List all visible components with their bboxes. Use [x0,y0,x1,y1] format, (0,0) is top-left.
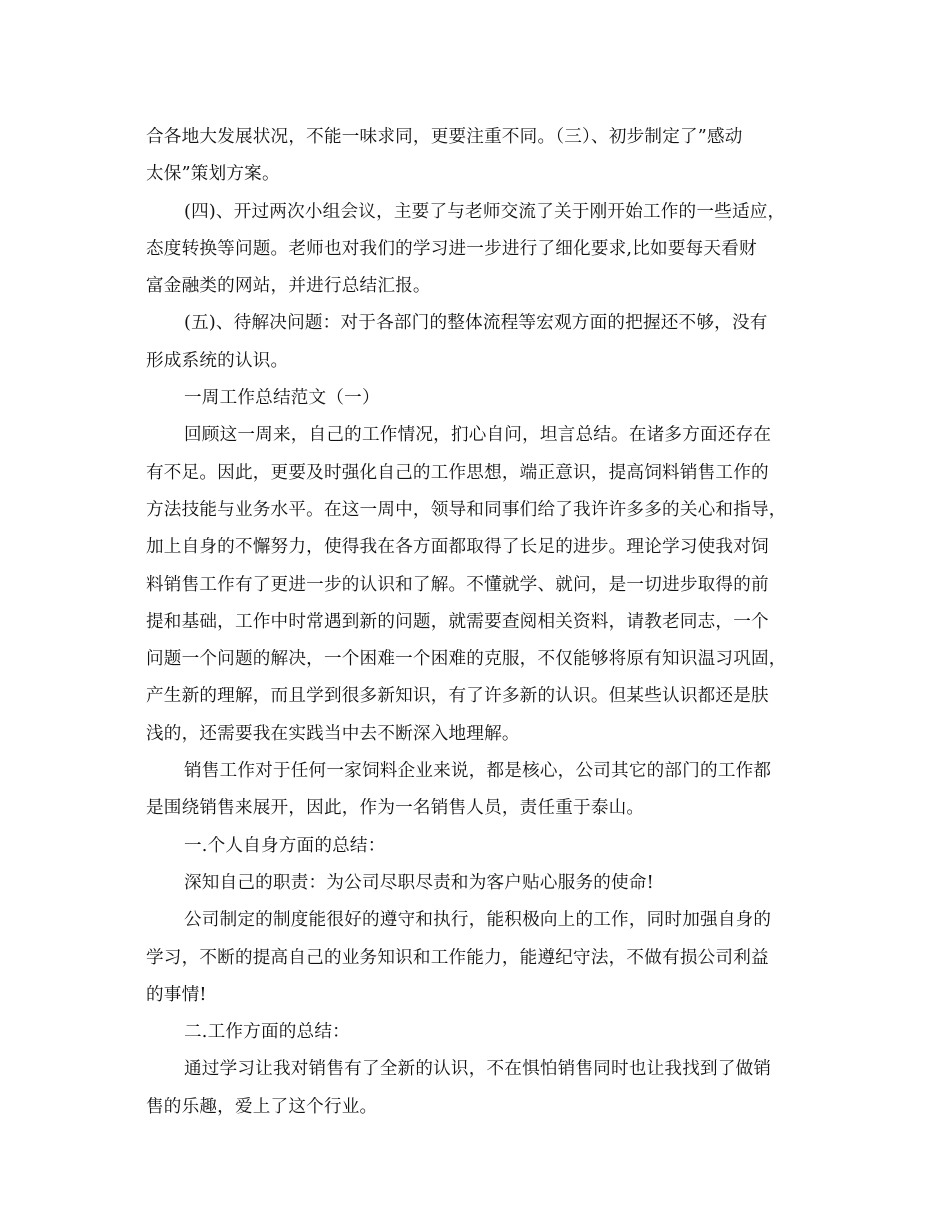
text-line: 的事情! [146,984,207,1005]
text-line: 公司制定的制度能很好的遵守和执行，能积极向上的工作，同时加强自身的 [184,910,772,931]
text-line: 料销售工作有了更进一步的认识和了解。不懂就学、就问，是一切进步取得的前 [146,574,769,595]
text-line: 是围绕销售来展开，因此，作为一名销售人员，责任重于泰山。 [146,798,645,819]
section-heading: 一周工作总结范文（一） [184,388,380,409]
text-line: 形成系统的认识。 [146,350,289,371]
text-line: 富金融类的网站，并进行总结汇报。 [146,276,431,297]
section-heading: 一.个人自身方面的总结： [184,835,386,856]
text-line: 问题一个问题的解决，一个困难一个困难的克服，不仅能够将原有知识温习巩固， [146,649,787,670]
text-line: 太保”策划方案。 [146,164,280,185]
text-line: 学习，不断的提高自己的业务知识和工作能力，能遵纪守法，不做有损公司利益 [146,947,769,968]
text-line: 深知自己的职责：为公司尽职尽责和为客户贴心服务的使命! [184,872,654,893]
section-heading: 二.工作方面的总结： [184,1022,350,1043]
text-line: 产生新的理解，而且学到很多新知识，有了许多新的认识。但某些认识都还是肤 [146,686,769,707]
text-line: (五)、待解决问题：对于各部门的整体流程等宏观方面的把握还不够，没有 [184,313,768,334]
text-line: (四)、开过两次小组会议，主要了与老师交流了关于刚开始工作的一些适应， [184,201,786,222]
text-line: 提和基础，工作中时常遇到新的问题，就需要查阅相关资料，请教老同志，一个 [146,611,769,632]
text-line: 通过学习让我对销售有了全新的认识，不在惧怕销售同时也让我找到了做销 [184,1059,772,1080]
text-line: 回顾这一周来，自己的工作情况，扪心自问，坦言总结。在诸多方面还存在 [184,425,772,446]
text-line: 浅的，还需要我在实践当中去不断深入地理解。 [146,723,520,744]
document-body [146,119,806,1126]
text-line: 合各地大发展状况，不能一味求同，更要注重不同。（三）、初步制定了”感动 [146,127,743,147]
text-line: 售的乐趣，爱上了这个行业。 [146,1096,378,1117]
text-line: 销售工作对于任何一家饲料企业来说，都是核心，公司其它的部门的工作都 [184,761,772,782]
text-line: 有不足。因此，更要及时强化自己的工作思想，端正意识，提高饲料销售工作的 [146,462,769,483]
text-line: 加上自身的不懈努力，使得我在各方面都取得了长足的进步。理论学习使我对饲 [146,537,769,558]
text-line: 态度转换等问题。老师也对我们的学习进一步进行了细化要求,比如要每天看财 [146,238,757,259]
text-line: 方法技能与业务水平。在这一周中，领导和同事们给了我许许多多的关心和指导， [146,499,787,520]
